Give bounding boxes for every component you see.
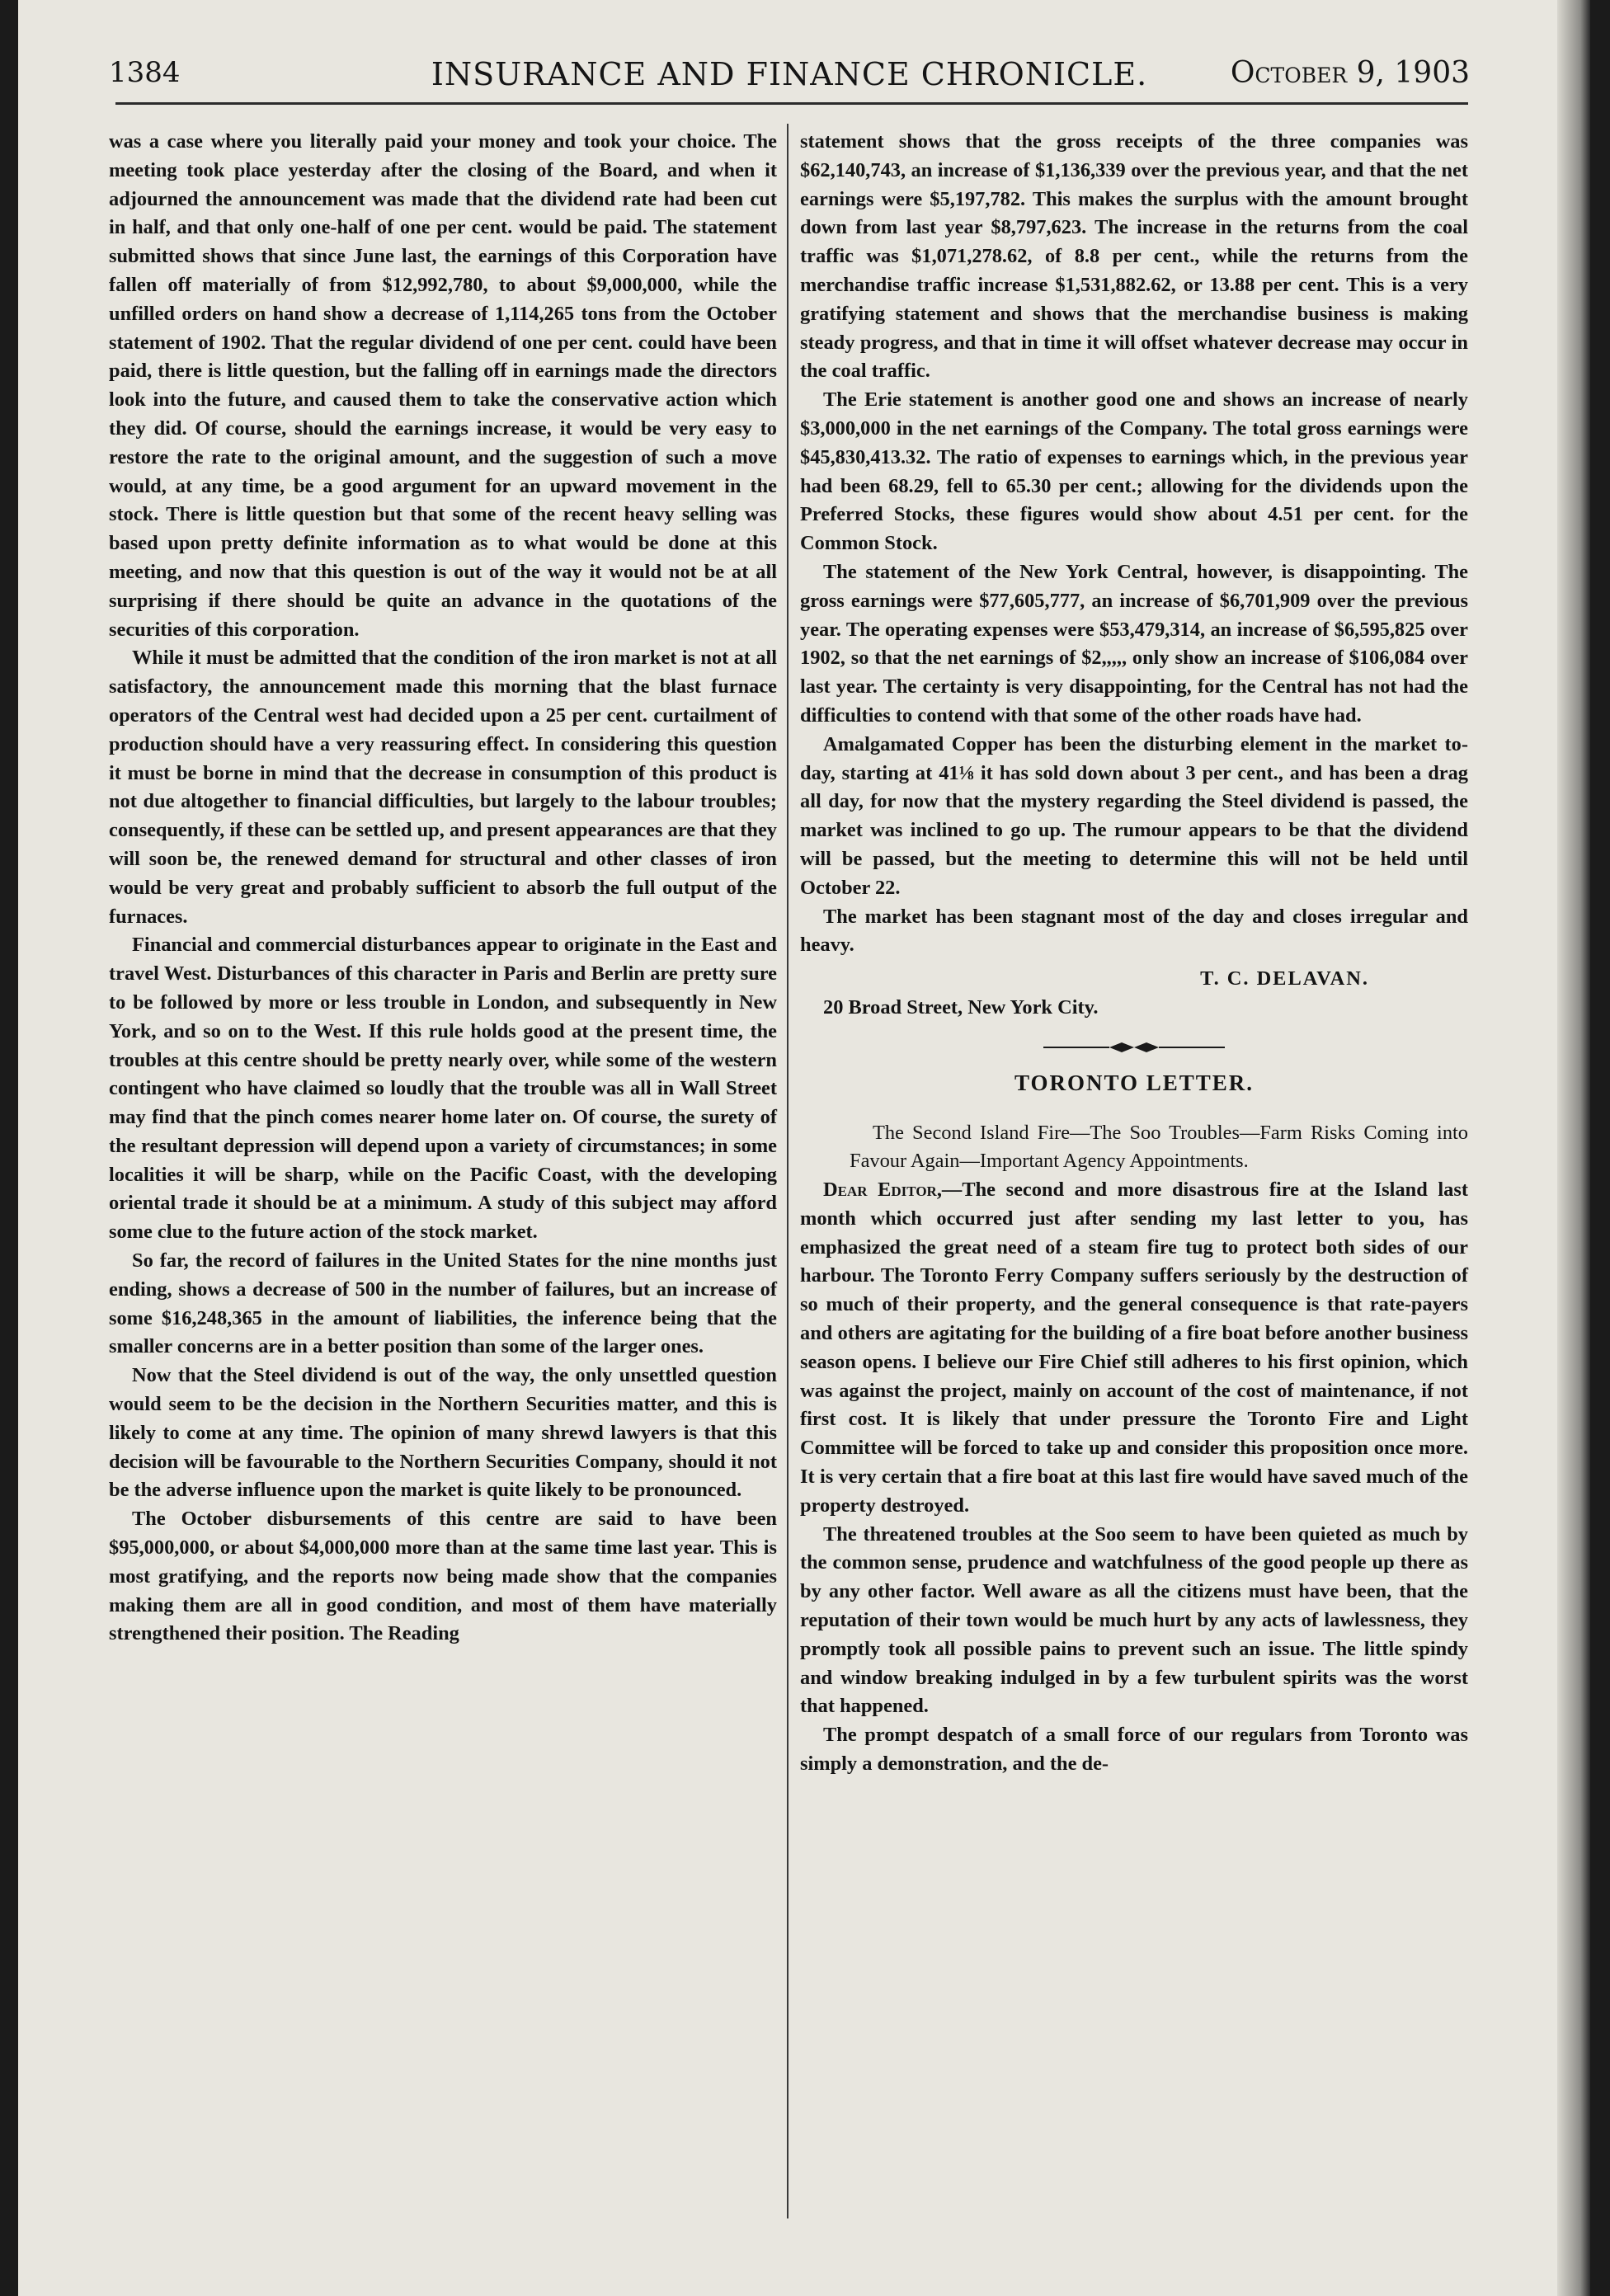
paragraph: statement shows that the gross receipts of the three companies was $62,140,743, an increase of $1,136,339 over the previous year, and that the net earnings were $5,197,782. This makes the surplus with the amount brought down from last year $8,797,623. The increase in the returns from the coal traffic was $1,071,278.62, of 8.8 per cent., while the returns from the merchandise traffic increase $1,531,882.62, or 13.88 per cent. This is a very gratifying statement and shows that the merchandise business is making steady progress, and that in time it will offset whatever decrease may occur in the coal traffic. [800, 130, 1468, 383]
paragraph: The market has been stagnant most of the day and closes irregular and heavy. [800, 905, 1468, 957]
ornament-divider-icon [1043, 1039, 1225, 1056]
section-title: TORONTO LETTER. [1014, 1070, 1255, 1095]
journal-title: INSURANCE AND FINANCE CHRONICLE. [431, 56, 1148, 92]
paragraph: While it must be admitted that the condition of the iron market is not at all satisfactory, the announcement made this morning that the blast furnace operators of the Central west had decided upon a 25 per cent. curtailment of production should have a very reassuring effect. In considering this question it must be borne in mind that the decrease in consumption of this product is not due altogether to financial difficulties, but largely to the labour troubles; consequently, if these can be settled up, and present appearances are that they will soon be, the renewed demand for structural and other classes of iron would be very great and probably sufficient to absorb the full output of the furnaces. [109, 647, 777, 928]
paragraph: Now that the Steel dividend is out of the way, the only unsettled question would seem to be the decision in the Northern Securities matter, and this is likely to come at any time. The opinion of many shrewd lawyers is that this decision will be favourable to the Northern Securities Company, should it not be the adverse influence upon the market is quite likely to be pronounced. [109, 1364, 777, 1502]
paragraph: The threatened troubles at the Soo seem to have been quieted as much by the common sense, prudence and watchfulness of the good people up there as by any other factor. Well aware as all the citizens must have been, that the reputation of their town would be much hurt by any acts of lawlessness, they promptly took all possible pains to prevent such an issue. The little spindy and window breaking indulged in by a few turbulent spirits was the worst that happened. [800, 1522, 1468, 1718]
letter-text: —The second and more disastrous fire at the Island last month which occurred just after sending my last letter to you, has emphasized the great need of a steam fire tug to protect both sides of our harbour. The Toronto Ferry Company suffers seriously by the destruction of so much of their property, and the general consequence is that rate-payers and others are agitating for the building of a fire boat before another business season opens. I believe our Fire Chief still adheres to his first opinion, which was against the project, mainly on account of the cost of maintenance, if not first cost. It is likely that under pressure the Toronto Fire and Light Committee will be forced to take up and consider this proposition once more. It is very certain that a fire boat at this last fire would have saved much of the property destroyed. [800, 1179, 1468, 1517]
column-divider [787, 124, 789, 2218]
page-number: 1384 [109, 56, 181, 89]
signature: T. C. DELAVAN. [1200, 967, 1369, 990]
paragraph: The statement of the New York Central, however, is disappointing. The gross earnings were $77,605,777, an increase of $6,701,909 over the previous year. The operating expenses were $53,479,314, an increase of $6,595,825 over 1902, so that the net earnings of $2,,,,, only show an increase of $106,084 over last year. The certainty is very disappointing, for the Central has not had the difficulties to contend with that some of the other roads have had. [800, 560, 1468, 727]
right-column [800, 128, 1468, 1779]
salutation: Dear Editor, [823, 1179, 942, 1202]
issue-date: October 9, 1903 [1230, 56, 1470, 90]
newspaper-page [18, 0, 1590, 2296]
header-rule [115, 102, 1468, 105]
page-header [109, 56, 1470, 97]
paragraph: The prompt despatch of a small force of our regulars from Toronto was simply a demonstration, and the de- [800, 1724, 1468, 1776]
paragraph: was a case where you literally paid your money and took your choice. The meeting took place yesterday after the closing of the Board, and when it adjourned the announcement was made that the dividend rate had been cut in half, and that only one-half of one per cent. would be paid. The statement submitted shows that since June last, the earnings of this Corporation have fallen off materially of from $12,992,780, to about $9,000,000, while the unfilled orders on hand show a decrease of 1,114,265 tons from the October statement of 1902. That the regular dividend of one per cent. could have been paid, there is little question, but the falling off in earnings made the directors look into the future, and caused them to take the conservative action which they did. Of course, should the earnings increase, it would be very easy to restore the rate to the original amount, and the suggestion of such a move would, at any time, be a good argument for an upward movement in the stock. There is little question but that some of the recent heavy selling was based upon pretty definite information as to what would be done at this meeting, and now that this question is out of the way it would not be at all surprising if there should be quite an advance in the quotations of the securities of this corporation. [109, 130, 777, 641]
paragraph: Financial and commercial disturbances appear to originate in the East and travel West. Disturbances of this character in Paris and Berlin are pretty sure to be followed by more or less trouble in London, and subsequently in New York, and so on to the West. If this rule holds good at the present time, the troubles at this centre should be pretty nearly over, while some of the western contingent who have claimed so loudly that the trouble was all in Wall Street may find that the pinch comes nearer home later on. Of course, the surety of the resultant depression will depend upon a variety of circumstances; in some localities it will be sharp, while on the Pacific Coast, with the developing oriental trade it should be at a minimum. A study of this subject may afford some clue to the future action of the stock market. [109, 934, 777, 1244]
paragraph: The Erie statement is another good one and shows an increase of nearly $3,000,000 in the net earnings of the Company. The total gross earnings were $45,830,413.32. The ratio of expenses to earnings which, in the previous year had been 68.29, fell to 65.30 per cent.; allowing for the dividends upon the Preferred Stocks, these figures would show about 4.51 per cent. for the Common Stock. [800, 388, 1468, 555]
letter-opening [800, 1176, 1468, 1521]
paragraph: Amalgamated Copper has been the disturbing element in the market to-day, starting at 41⅛ it has sold down about 3 per cent., and has been a drag all day, for now that the mystery regarding the Steel dividend is passed, the market was inclined to go up. The rumour appears to be that the dividend will be passed, but the meeting to determine this will not be held until October 22. [800, 732, 1468, 899]
left-column [109, 128, 777, 1649]
address: 20 Broad Street, New York City. [823, 995, 1099, 1019]
page-edge-shadow [1557, 0, 1590, 2296]
paragraph: So far, the record of failures in the United States for the nine months just ending, shows a decrease of 500 in the number of failures, but an increase of some $16,248,365 in the amount of liabilities, the inference being that the smaller concerns are in a better position than some of the larger ones. [109, 1249, 777, 1358]
section-subtitle: The Second Island Fire—The Soo Troubles—Farm Risks Coming into Favour Again—Important Agency Appointments. [850, 1121, 1468, 1173]
paragraph: The October disbursements of this centre are said to have been $95,000,000, or about $4,000,000 more than at the same time last year. This is most gratifying, and the reports now being made show that the companies making them are all in good condition, and most of them have materially strengthened their position. The Reading [109, 1508, 777, 1645]
